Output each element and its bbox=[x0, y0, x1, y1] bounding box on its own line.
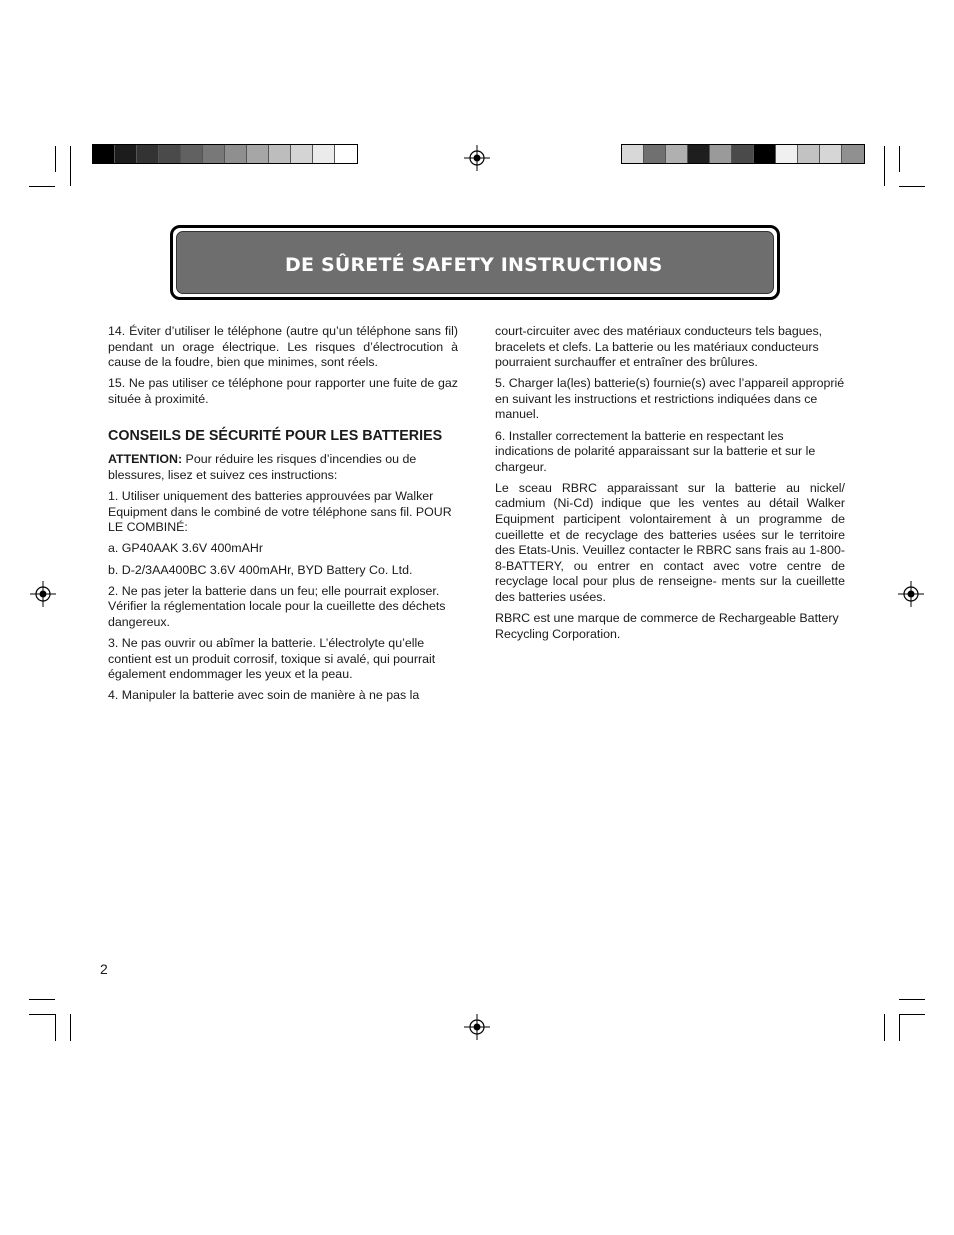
calibration-swatch bbox=[754, 145, 776, 163]
color-calibration-bar bbox=[621, 144, 865, 164]
safety-item-14: 14. Éviter d’utiliser le téléphone (autre qu’un téléphone sans fil) pendant un orage électrique. Les risques d’électrocution à cause de la foudre, bien que minimes, sont réels. bbox=[108, 324, 458, 370]
crop-mark bbox=[899, 1014, 900, 1041]
registration-target-icon bbox=[30, 581, 56, 607]
crop-mark bbox=[899, 1014, 925, 1015]
crop-mark bbox=[899, 146, 900, 172]
page-number: 2 bbox=[100, 961, 108, 977]
calibration-swatch bbox=[313, 145, 335, 163]
calibration-swatch bbox=[622, 145, 644, 163]
battery-item-6: 6. Installer correctement la batterie en respectant les indications de polarité apparaissant sur la batterie et sur le chargeur. bbox=[495, 428, 816, 474]
attention-paragraph bbox=[108, 452, 458, 483]
title-banner bbox=[170, 225, 780, 300]
battery-item-5: 5. Charger la(les) batterie(s) fournie(s) avec l’appareil approprié en suivant les instructions et restrictions indiquées dans ce manuel. bbox=[495, 376, 845, 422]
calibration-swatch bbox=[225, 145, 247, 163]
crop-mark bbox=[29, 186, 55, 187]
calibration-swatch bbox=[776, 145, 798, 163]
battery-item-4-continued: court-circuiter avec des matériaux conducteurs tels bagues, bracelets et clefs. La batterie ou les matériaux conducteurs pourraient surchauffer et entraîner des brûlures. bbox=[495, 324, 823, 370]
right-column bbox=[495, 324, 845, 648]
registration-target-icon bbox=[464, 1014, 490, 1040]
rbrc-seal-paragraph: Le sceau RBRC apparaissant sur la batterie au nickel/ cadmium (Ni-Cd) indique que les ventes au détail Walker Equipment participent volontairement à un programme de cueillette et de recyclage des batteries usées sur le territoire des Etats-Unis. Veuillez contacter le RBRC sans frais au 1-800-8-BATTERY, ou entrer en contact avec votre centre de recyclage local pour plus de renseigne- ments sur la cueillette des batteries usées. bbox=[495, 480, 845, 604]
battery-item-4: 4. Manipuler la batterie avec soin de manière à ne pas la bbox=[108, 688, 420, 703]
registration-target-icon bbox=[464, 145, 490, 171]
calibration-swatch bbox=[269, 145, 291, 163]
title-banner-fill bbox=[176, 231, 774, 294]
crop-mark bbox=[884, 1014, 885, 1041]
section-heading-battery-safety: CONSEILS DE SÉCURITÉ POUR LES BATTERIES bbox=[108, 428, 443, 445]
calibration-swatch bbox=[710, 145, 732, 163]
crop-mark bbox=[70, 1014, 71, 1041]
calibration-swatch bbox=[820, 145, 842, 163]
grayscale-calibration-bar bbox=[92, 144, 358, 164]
calibration-swatch bbox=[181, 145, 203, 163]
calibration-swatch bbox=[137, 145, 159, 163]
calibration-swatch bbox=[203, 145, 225, 163]
crop-mark bbox=[70, 146, 71, 186]
calibration-swatch bbox=[335, 145, 357, 163]
safety-item-15: 15. Ne pas utiliser ce téléphone pour rapporter une fuite de gaz située à proximité. bbox=[108, 376, 458, 406]
calibration-swatch bbox=[666, 145, 688, 163]
calibration-swatch bbox=[842, 145, 864, 163]
registration-target-icon bbox=[898, 581, 924, 607]
calibration-swatch bbox=[291, 145, 313, 163]
crop-mark bbox=[29, 1014, 55, 1015]
calibration-swatch bbox=[159, 145, 181, 163]
battery-item-3: 3. Ne pas ouvrir ou abîmer la batterie. L’électrolyte qu’elle contient est un produit corrosif, toxique si avalé, qui pourrait également endommager les yeux et la peau. bbox=[108, 635, 436, 682]
rbrc-trademark-paragraph: RBRC est une marque de commerce de Rechargeable Battery Recycling Corporation. bbox=[495, 611, 839, 641]
crop-mark bbox=[899, 999, 925, 1000]
calibration-swatch bbox=[93, 145, 115, 163]
calibration-swatch bbox=[798, 145, 820, 163]
battery-item-1b: b. D-2/3AA400BC 3.6V 400mAHr, BYD Battery Co. Ltd. bbox=[108, 562, 413, 577]
battery-item-1a: a. GP40AAK 3.6V 400mAHr bbox=[108, 541, 263, 556]
calibration-swatch bbox=[644, 145, 666, 163]
crop-mark bbox=[884, 146, 885, 186]
attention-text: Pour réduire les risques d’incendies ou de blessures, lisez et suivez ces instructions: bbox=[108, 452, 417, 483]
left-column bbox=[108, 324, 458, 709]
battery-item-2: 2. Ne pas jeter la batterie dans un feu; elle pourrait exploser. Vérifier la réglementation locale pour la cueillette des déchets dangereux. bbox=[108, 583, 446, 629]
crop-mark bbox=[29, 999, 55, 1000]
battery-item-1: 1. Utiliser uniquement des batteries approuvées par Walker Equipment dans le combiné de votre téléphone sans fil. POUR LE COMBINÉ: bbox=[108, 489, 452, 535]
calibration-swatch bbox=[247, 145, 269, 163]
page-title: DE SÛRETÉ SAFETY INSTRUCTIONS bbox=[285, 254, 663, 276]
calibration-swatch bbox=[115, 145, 137, 163]
crop-mark bbox=[55, 1014, 56, 1041]
calibration-swatch bbox=[688, 145, 710, 163]
crop-mark bbox=[899, 186, 925, 187]
attention-label: ATTENTION: bbox=[108, 452, 183, 467]
crop-mark bbox=[55, 146, 56, 172]
calibration-swatch bbox=[732, 145, 754, 163]
